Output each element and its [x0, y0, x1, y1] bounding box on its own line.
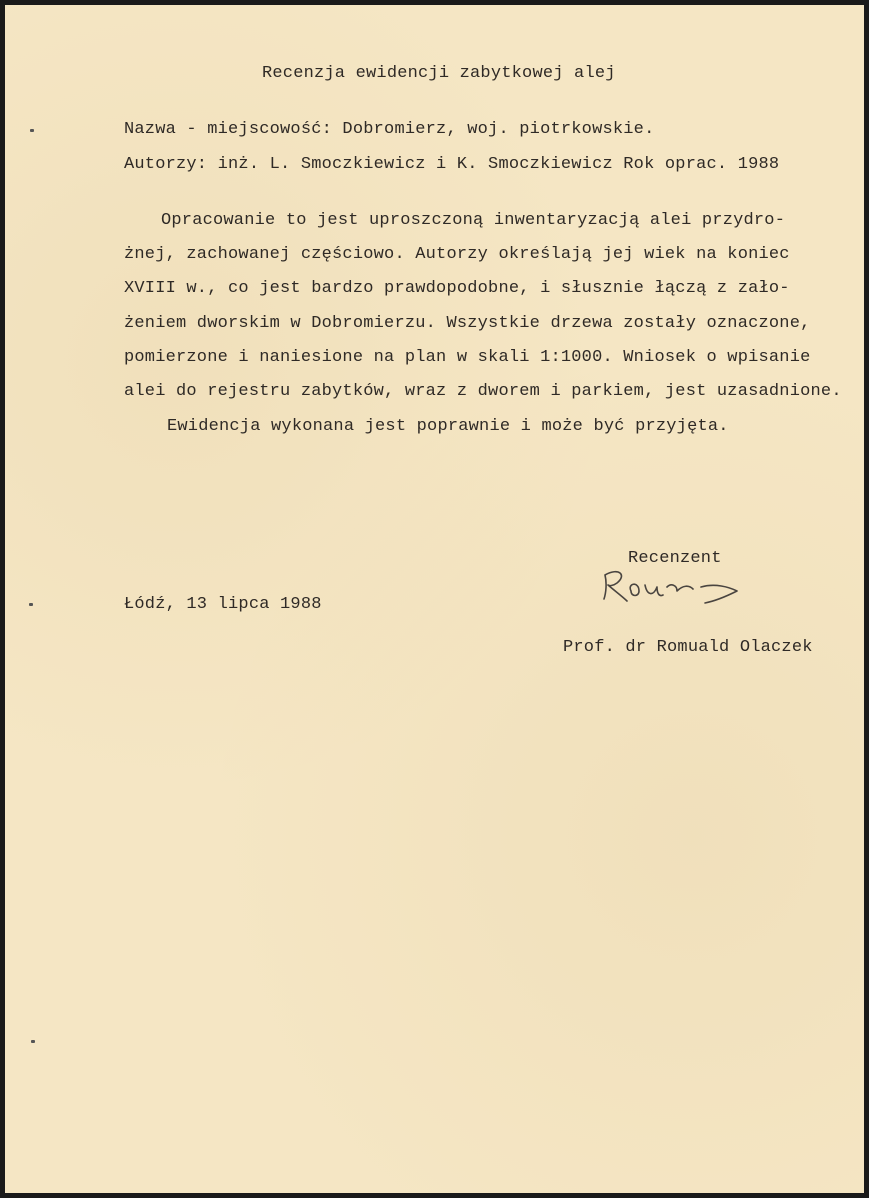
body-line-3: XVIII w., co jest bardzo prawdopodobne, i słusznie łączą z zało-	[124, 279, 790, 298]
signer-name: Prof. dr Romuald Olaczek	[563, 638, 813, 657]
authors-line: Autorzy: inż. L. Smoczkiewicz i K. Smoczkiewicz Rok oprac. 1988	[124, 155, 780, 174]
margin-mark	[29, 603, 33, 606]
body-line-7: Ewidencja wykonana jest poprawnie i może być przyjęta.	[167, 417, 729, 436]
body-line-2: żnej, zachowanej częściowo. Autorzy określają jej wiek na koniec	[124, 245, 790, 264]
body-line-5: pomierzone i naniesione na plan w skali 1:1000. Wniosek o wpisanie	[124, 348, 811, 367]
body-line-4: żeniem dworskim w Dobromierzu. Wszystkie drzewa zostały oznaczone,	[124, 314, 811, 333]
place-date: Łódź, 13 lipca 1988	[124, 595, 322, 614]
document-page	[5, 5, 864, 1193]
body-line-6: alei do rejestru zabytków, wraz z dworem i parkiem, jest uzasadnione.	[124, 382, 842, 401]
document-title: Recenzja ewidencji zabytkowej alej	[262, 64, 616, 83]
reviewer-label: Recenzent	[628, 549, 722, 568]
margin-mark	[31, 1040, 35, 1043]
location-line: Nazwa - miejscowość: Dobromierz, woj. piotrkowskie.	[124, 120, 655, 139]
handwritten-signature	[597, 561, 747, 611]
body-line-1: Opracowanie to jest uproszczoną inwentaryzacją alei przydro-	[161, 211, 786, 230]
margin-mark	[30, 129, 34, 132]
